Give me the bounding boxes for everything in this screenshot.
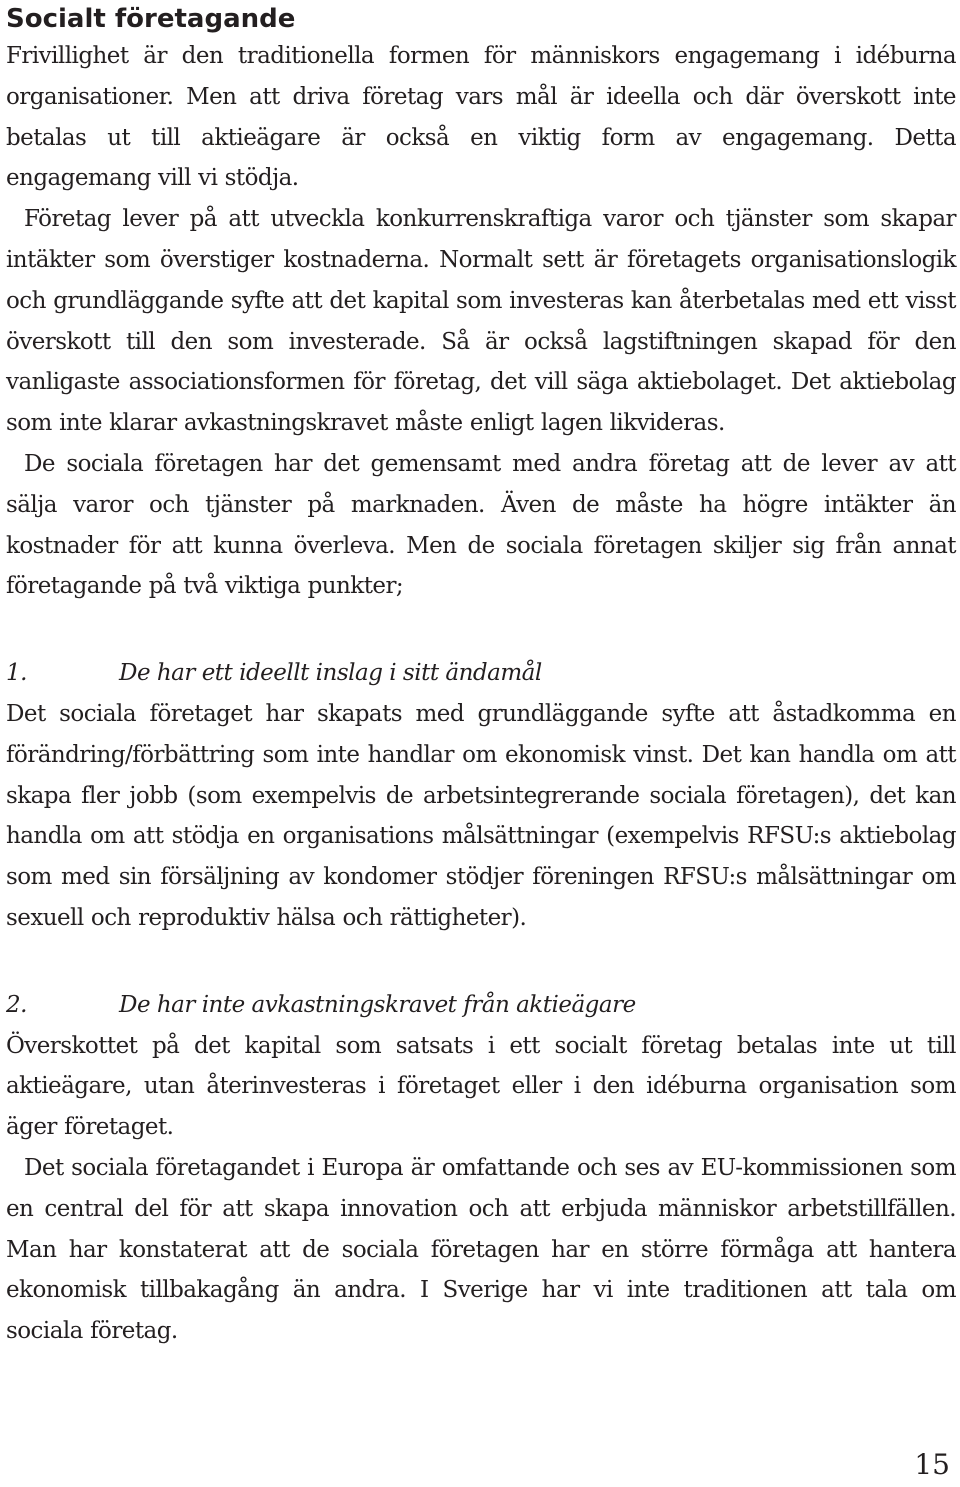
point-1-number: 1. [6, 660, 27, 687]
point-2-heading [6, 985, 956, 1026]
intro-paragraph: Frivillighet är den traditionella formen för människors engagemang i idéburna organisationer. Men att driva företag vars mål är ideella och där överskott inte betalas ut till aktieägare är också en viktig form av engagemang. Detta engagemang vill vi stödja. [6, 43, 956, 192]
page-number: 15 [914, 1448, 950, 1481]
point-1-title: De har ett ideellt inslag i sitt ändamål [119, 660, 542, 687]
point-2-text: Överskottet på det kapital som satsats i ett socialt företag betalas inte ut till aktieägare, utan återinvesteras i företaget eller i den idéburna organisation som äger företaget. [6, 1032, 956, 1141]
point-1-heading [6, 653, 956, 694]
point-2-number: 2. [6, 991, 27, 1018]
closing-paragraph: Det sociala företagandet i Europa är omfattande och ses av EU-kommissionen som en central del för att skapa innovation och att erbjuda människor arbetstillfällen. Man har konstaterat att de sociala företagen har en större förmåga att hantera ekonomisk tillbakagång än andra. I Sverige har vi inte traditionen att tala om sociala företag. [6, 1154, 956, 1345]
business-logic-paragraph: Företag lever på att utveckla konkurrenskraftiga varor och tjänster som skapar intäkter som överstiger kostnaderna. Normalt sett är företagets organisationslogik och grundläggande syfte att det kapital som investeras kan återbetalas med ett visst överskott till den som investerade. Så är också lagstiftningen skapad för den vanligaste associationsformen för företag, det vill säga aktiebolaget. Det aktiebolag som inte klarar avkastningskravet måste enligt lagen likvideras. [6, 206, 956, 437]
section-heading: Socialt företagande [6, 4, 296, 34]
document-page [6, 0, 956, 1352]
point-2-title: De har inte avkastningskravet från aktieägare [119, 991, 636, 1018]
point-1-text: Det sociala företaget har skapats med grundläggande syfte att åstadkomma en förändring/förbättring som inte handlar om ekonomisk vinst. Det kan handla om att skapa fler jobb (som exempelvis de arbetsintegrerande sociala företagen), det kan handla om att stödja en organisations målsättningar (exempelvis RFSU:s aktiebolag som med sin försäljning av kondomer stödjer föreningen RFSU:s målsättningar om sexuell och reproduktiv hälsa och rättigheter). [6, 700, 956, 931]
social-enterprise-paragraph: De sociala företagen har det gemensamt med andra företag att de lever av att sälja varor och tjänster på marknaden. Även de måste ha högre intäkter än kostnader för att kunna överleva. Men de sociala företagen skiljer sig från annat företagande på två viktiga punkter; [6, 450, 956, 600]
